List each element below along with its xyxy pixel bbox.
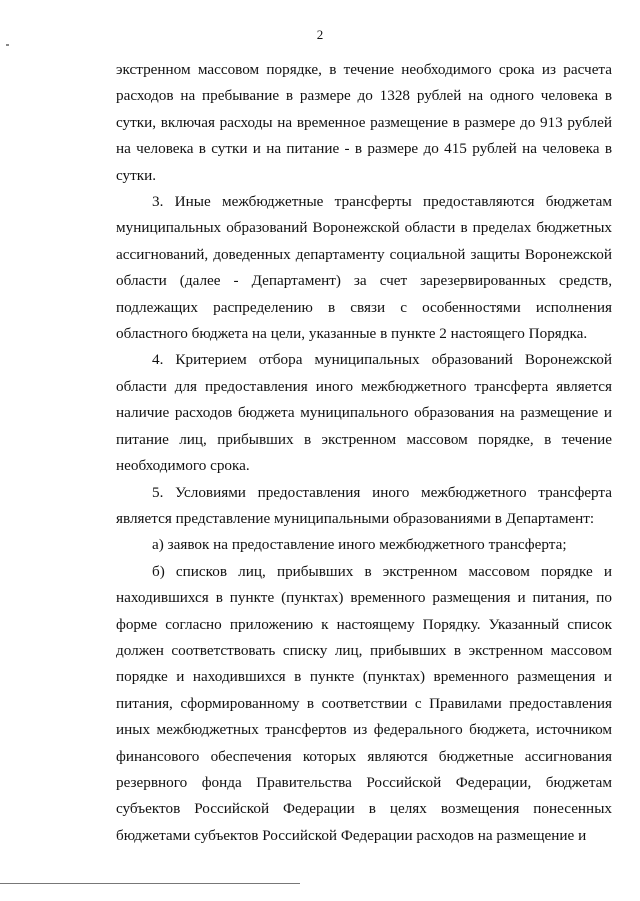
scan-mark (6, 44, 9, 46)
paragraph-continuation: экстренном массовом порядке, в течение необходимого срока из расчета расходов на пребывание в размере до 1328 рублей на одного человека в сутки, включая расходы на временное размещение в размере до 913 рублей на человека в сутки и на питание - в размере до 415 рублей на человека в сутки. (116, 61, 612, 184)
page-number: 2 (316, 27, 324, 42)
scan-bottom-edge (0, 883, 300, 884)
paragraph-item-3: 3. Иные межбюджетные трансферты предоставляются бюджетам муниципальных образований Воронежской области в пределах бюджетных ассигнований, доведенных департаменту социальной защиты Воронежской области (далее - Департамент) за счет зарезервированных средств, подлежащих распределению в связи с особенностями исполнения областного бюджета на цели, указанные в пункте 2 настоящего Порядка. (116, 193, 612, 343)
subitem-b: б) списков лиц, прибывших в экстренном массовом порядке и находившихся в пункте (пунктах) временного размещения и питания, по форме согласно приложению к настоящему Порядку. Указанный список должен соответствовать списку лиц, прибывших в экстренном массовом порядке и находившихся в пункте (пунктах) временного размещения и питания, сформированному в соответствии с Правилами предоставления иных межбюджетных трансфертов из федерального бюджета, источником финансового обеспечения которых являются бюджетные ассигнования резервного фонда Правительства Российской Федерации, бюджетам субъектов Российской Федерации в целях возмещения понесенных бюджетами субъектов Российской Федерации расходов на размещение и (116, 562, 612, 844)
subitem-a: а) заявок на предоставление иного межбюджетного трансферта; (152, 536, 567, 554)
document-body (116, 57, 612, 849)
paragraph-item-4: 4. Критерием отбора муниципальных образований Воронежской области для предоставления иного межбюджетного трансферта является наличие расходов бюджета муниципального образования на размещение и питание лиц, прибывших в экстренном массовом порядке, в течение необходимого срока. (116, 351, 612, 475)
paragraph-item-5: 5. Условиями предоставления иного межбюджетного трансферта является представление муниципальными образованиями в Департамент: (116, 483, 612, 527)
